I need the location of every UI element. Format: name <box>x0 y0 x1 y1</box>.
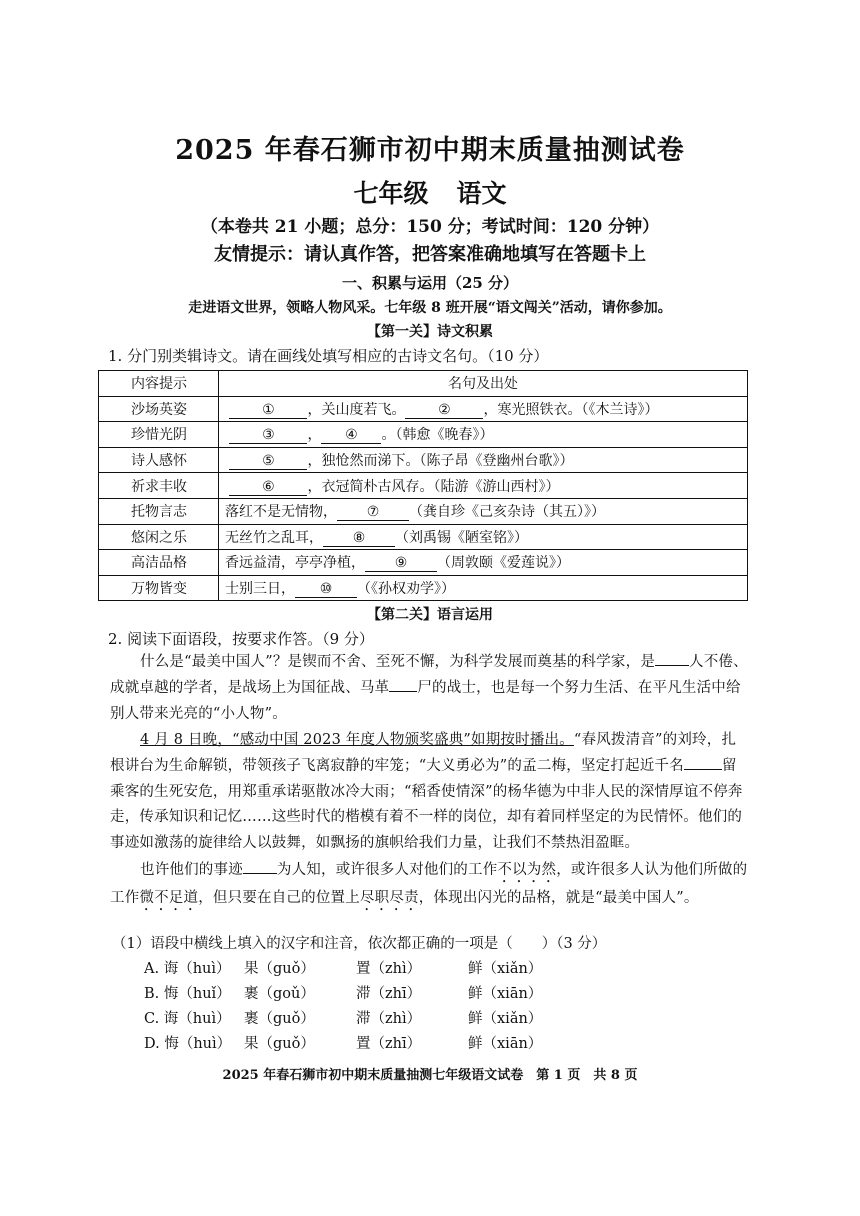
row-content <box>219 447 748 473</box>
exam-tip: 友情提示：请认真作答，把答案准确地填写在答题卡上 <box>214 244 646 265</box>
exam-title: 2025 年春石狮市初中期末质量抽测试卷 <box>175 135 685 166</box>
passage-text: ，或许很多人认为他们所做的工作 <box>110 862 748 906</box>
line-text: （刘禹锡《陋室铭》） <box>395 529 528 546</box>
option-part: 置（zhì） <box>356 961 422 977</box>
line-text: （周敦颐《爱莲说》） <box>437 555 570 572</box>
passage-text: ，体现出闪光的品格，就是“最美中国人”。 <box>418 890 699 906</box>
passage-paragraph-2 <box>110 728 750 857</box>
grade-label: 七年级 <box>353 179 429 208</box>
line-text: （《孙权劝学》） <box>357 581 455 598</box>
table-row <box>99 575 748 601</box>
option-part: 鲜（xiǎn） <box>468 1011 543 1027</box>
option-part: 滞（zhì） <box>356 1011 422 1027</box>
option-part: 滞（zhī） <box>356 986 422 1002</box>
option-part: 果（guǒ） <box>244 961 315 977</box>
row-content <box>219 396 748 422</box>
fill-blank[interactable] <box>684 769 722 770</box>
row-content <box>219 498 748 524</box>
option-part: D. 悔（huì） <box>144 1036 232 1052</box>
sub-question-1: （1）语段中横线上填入的汉字和注音，依次都正确的一项是（ ）（3 分） <box>112 936 607 952</box>
answer-blank[interactable]: ⑧ <box>323 530 395 547</box>
row-category: 诗人感怀 <box>99 447 219 473</box>
poem-table <box>98 370 748 601</box>
answer-blank[interactable]: ⑤ <box>229 453 307 470</box>
line-text: 香远益清，亭亭净植， <box>225 555 365 572</box>
dotted-phrase: 不以为然 <box>497 862 557 878</box>
row-category: 珍惜光阴 <box>99 422 219 448</box>
row-category: 托物言志 <box>99 498 219 524</box>
col-header-hint: 内容提示 <box>99 371 219 397</box>
passage-text: 什么是“最美中国人”？是锲而不舍、至死不懈，为科学发展而奠基的科学家，是 <box>140 654 656 670</box>
line-text: （龚自珍《己亥杂诗（其五）》） <box>409 504 605 521</box>
passage-text: ，但只要在自己的位置上 <box>198 890 360 906</box>
option-part: B. 悔（huǐ） <box>144 986 231 1002</box>
dotted-phrase: 尽职尽责 <box>359 890 419 906</box>
fill-blank[interactable] <box>655 665 689 666</box>
row-content <box>219 550 748 576</box>
section-intro: 走进语文世界，领略人物风采。七年级 8 班开展“语文闯关”活动，请你参加。 <box>188 300 672 316</box>
exam-info: （本卷共 21 小题；总分：150 分；考试时间：120 分钟） <box>200 217 660 237</box>
col-header-lines: 名句及出处 <box>219 371 748 397</box>
line-text: 士别三日， <box>225 581 295 598</box>
option-part: 裹（goǔ） <box>244 986 315 1002</box>
answer-blank[interactable]: ⑥ <box>229 479 307 496</box>
line-text: 无丝竹之乱耳， <box>225 529 323 546</box>
answer-blank[interactable]: ⑩ <box>295 581 357 598</box>
line-text: ，关山度若飞。 <box>307 401 406 418</box>
option-part: 裹（guǒ） <box>244 1011 315 1027</box>
row-category: 悠闲之乐 <box>99 524 219 550</box>
table-header-row <box>99 371 748 397</box>
passage-text: “春风拨清音”的刘玲，扎根讲台为生命解锁，带领孩子飞离寂静的牢笼；“大义勇必为”的孟二梅，坚定打起近千名 <box>110 732 737 774</box>
table-row <box>99 422 748 448</box>
row-content <box>219 575 748 601</box>
option-c[interactable] <box>144 1007 580 1028</box>
page-footer: 2025 年春石狮市初中期末质量抽测七年级语文试卷 第 1 页 共 8 页 <box>222 1068 638 1083</box>
option-part: 鲜（xiān） <box>468 1036 543 1052</box>
fill-blank[interactable] <box>243 873 277 874</box>
option-d[interactable] <box>144 1032 580 1053</box>
line-text: ，衣冠简朴古风存。（陆游《游山西村》） <box>307 478 560 495</box>
row-category: 沙场英姿 <box>99 396 219 422</box>
question-1: 1. 分门别类辑诗文。请在画线处填写相应的古诗文名句。（10 分） <box>108 347 549 365</box>
option-part: A. 诲（huì） <box>144 961 231 977</box>
passage-text: 人不倦、成就卓越的学者，是战场上为国征战、马革 <box>110 654 748 696</box>
answer-blank[interactable]: ③ <box>229 427 307 444</box>
passage-text: 留乘客的生死安危，用郑重承诺驱散冰冷大雨；“稻香使情深”的杨华德为中非人民的深情厚谊不停奔走，传承知识和记忆……这些时代的楷模有着不一样的岗位，却有着同样坚定的为民情怀。他们的事迹如激荡的旋律给人以鼓舞，如飘扬的旗帜给我们力量，让我们不禁热泪盈眶。 <box>110 757 743 852</box>
table-row <box>99 396 748 422</box>
passage-text: 也许他们的事迹 <box>140 862 243 878</box>
table-row <box>99 524 748 550</box>
passage-paragraph-3 <box>110 858 750 914</box>
passage-text: 尸的战士，也是每一个努力生活、在平凡生活中给别人带来光亮的“小人物”。 <box>110 679 741 722</box>
level1-heading: 【第一关】诗文积累 <box>367 324 493 340</box>
option-part: 鲜（xiān） <box>468 986 543 1002</box>
row-content <box>219 473 748 499</box>
table-row <box>99 498 748 524</box>
option-a[interactable] <box>144 957 580 978</box>
dotted-phrase: 微不足道 <box>139 890 199 906</box>
row-category: 祈求丰收 <box>99 473 219 499</box>
section-title: 一、积累与运用（25 分） <box>341 274 519 292</box>
subject-label: 语文 <box>456 179 507 208</box>
line-text: 。（韩愈《晚春》） <box>381 427 494 444</box>
line-text: 落红不是无情物， <box>225 504 337 521</box>
option-part: C. 诲（huì） <box>144 1011 231 1027</box>
passage-text: 为人知，或许很多人对他们的工作 <box>276 862 498 878</box>
line-text: ，独怆然而涕下。（陈子昂《登幽州台歌》） <box>307 453 574 470</box>
row-category: 万物皆变 <box>99 575 219 601</box>
answer-blank[interactable]: ① <box>229 402 307 419</box>
option-part: 果（guǒ） <box>244 1036 315 1052</box>
question-2: 2. 阅读下面语段，按要求作答。（9 分） <box>108 630 374 648</box>
row-content <box>219 422 748 448</box>
table-row <box>99 473 748 499</box>
answer-blank[interactable]: ⑨ <box>365 555 437 572</box>
answer-blank[interactable]: ② <box>405 402 483 419</box>
table-row <box>99 447 748 473</box>
table-row <box>99 550 748 576</box>
row-content <box>219 524 748 550</box>
exam-subtitle <box>0 174 860 210</box>
underlined-sentence: 4 月 8 日晚，“感动中国 2023 年度人物颁奖盛典”如期按时播出。 <box>140 732 574 748</box>
line-text: ， <box>307 427 322 444</box>
answer-blank[interactable]: ⑦ <box>337 504 409 521</box>
level2-heading: 【第二关】语言运用 <box>367 607 493 623</box>
answer-blank[interactable]: ④ <box>321 427 381 444</box>
line-text: ，寒光照铁衣。（《木兰诗》） <box>483 401 659 418</box>
option-part: 置（zhī） <box>356 1036 422 1052</box>
option-part: 鲜（xiǎn） <box>468 961 543 977</box>
row-category: 高洁品格 <box>99 550 219 576</box>
passage-paragraph-1 <box>110 650 750 727</box>
fill-blank[interactable] <box>389 691 417 692</box>
option-b[interactable] <box>144 982 580 1003</box>
